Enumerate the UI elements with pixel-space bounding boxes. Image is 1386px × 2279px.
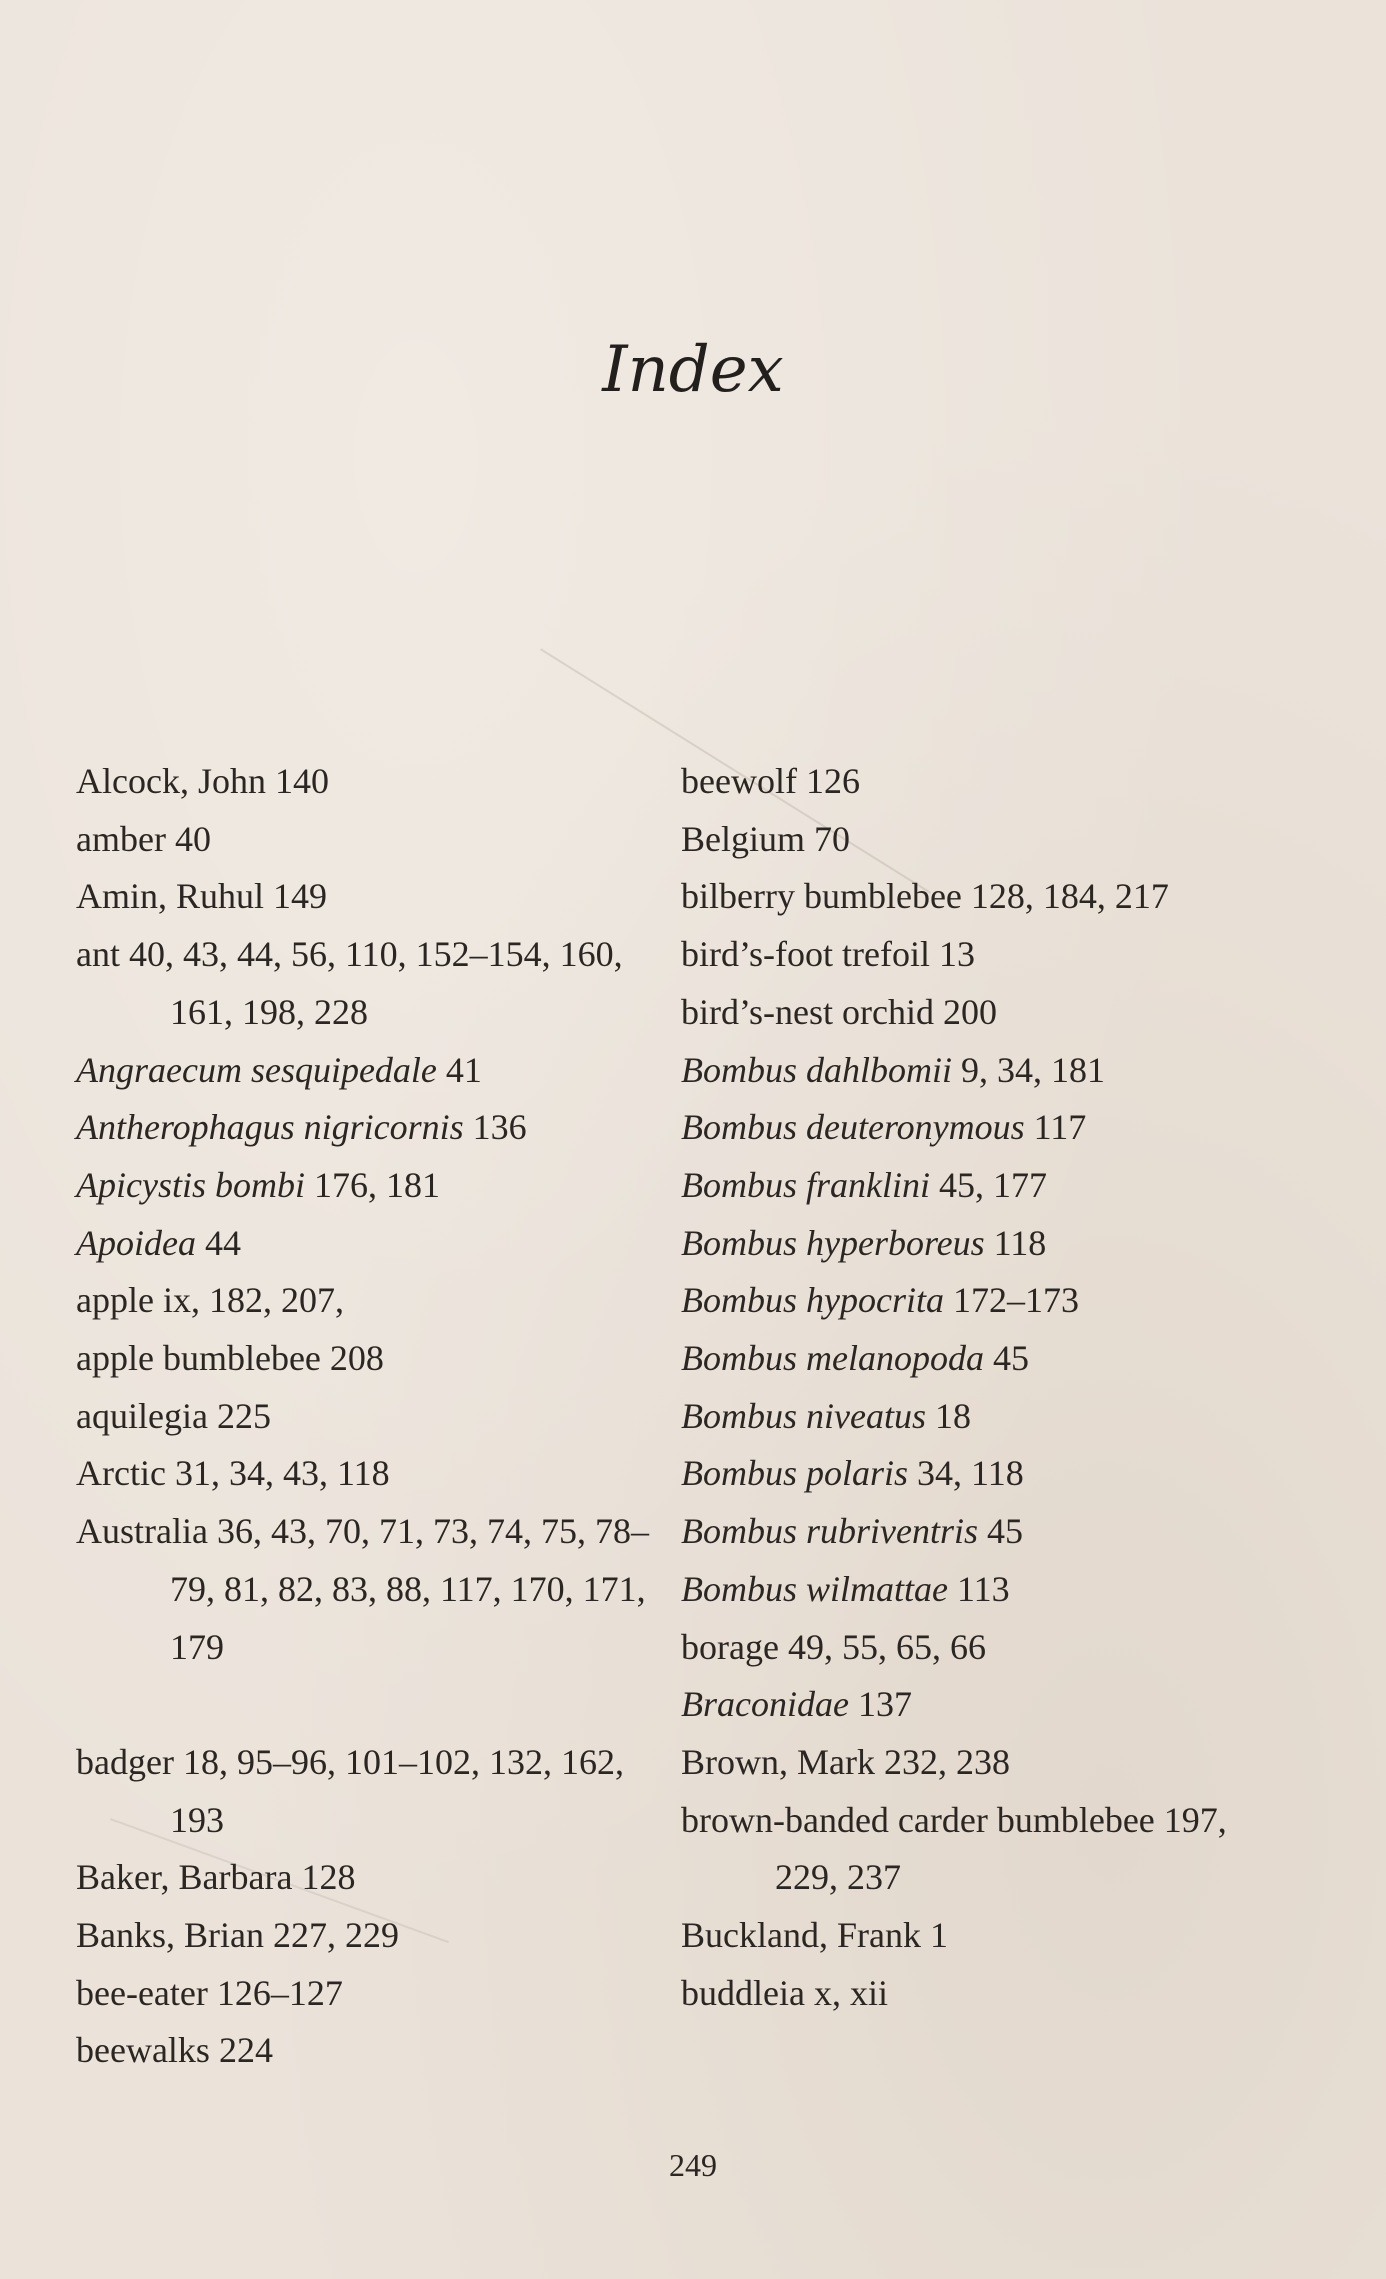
index-column-left <box>76 753 656 2080</box>
index-page-refs: 70 <box>814 818 850 859</box>
page-number: 249 <box>669 2147 717 2183</box>
index-page-refs: 137 <box>857 1684 912 1725</box>
index-entry <box>76 868 656 926</box>
index-page-refs: 18 <box>934 1395 971 1436</box>
index-entry <box>76 1907 656 1965</box>
index-term: Amin, Ruhul <box>76 876 265 917</box>
index-term: Bombus wilmattae <box>681 1568 948 1609</box>
index-page-refs: 200 <box>942 991 997 1032</box>
index-entry <box>681 1792 1261 1907</box>
index-entry <box>681 1272 1261 1330</box>
index-page-refs: 113 <box>957 1568 1010 1609</box>
index-term: brown-banded carder bumblebee <box>681 1799 1155 1840</box>
index-page-refs: x, xii <box>813 1972 888 2013</box>
index-term: Brown, Mark <box>681 1741 875 1782</box>
index-page-refs: 224 <box>218 2030 273 2071</box>
index-page-refs: 13 <box>938 934 975 975</box>
index-entry <box>76 1157 656 1215</box>
index-entry <box>76 1734 656 1849</box>
index-page-refs: 31, 34, 43, 118 <box>174 1453 390 1494</box>
index-entry <box>76 753 656 811</box>
index-page-refs: 18, 95–96, 101–102, 132, 162, 193 <box>170 1741 624 1840</box>
index-term: Apoidea <box>76 1222 196 1263</box>
index-entry <box>76 1503 656 1676</box>
index-entry <box>681 1099 1261 1157</box>
index-term: Antherophagus nigricornis <box>76 1107 464 1148</box>
index-page-refs: 128 <box>301 1857 356 1898</box>
index-page-refs: ix, 182, 207, <box>162 1280 344 1321</box>
index-term: aquilegia <box>76 1395 208 1436</box>
index-term: Bombus rubriventris <box>681 1511 978 1552</box>
index-entry <box>76 926 656 1041</box>
index-term: apple bumblebee <box>76 1338 321 1379</box>
index-term: borage <box>681 1626 779 1667</box>
index-entry <box>681 1330 1261 1388</box>
index-term: Buckland, Frank <box>681 1915 921 1956</box>
index-term: Bombus dahlbomii <box>681 1049 953 1090</box>
index-entry <box>681 1042 1261 1100</box>
index-page-refs: 140 <box>274 761 329 801</box>
index-page-refs: 126–127 <box>216 1972 343 2013</box>
index-term: Braconidae <box>681 1684 849 1725</box>
index-term: Bombus deuteronymous <box>681 1107 1025 1148</box>
index-page-refs: 9, 34, 181 <box>961 1049 1106 1090</box>
index-page-refs: 40 <box>174 818 211 859</box>
index-entry <box>681 1503 1261 1561</box>
index-page-refs: 40, 43, 44, 56, 110, 152–154, 160, 161, 198, 228 <box>128 934 623 1032</box>
index-term: beewalks <box>76 2030 210 2071</box>
index-page-refs: 149 <box>273 876 328 917</box>
index-page-refs: 136 <box>472 1107 527 1148</box>
index-term: Belgium <box>681 818 805 859</box>
index-entry <box>681 753 1261 811</box>
index-term: badger <box>76 1741 174 1782</box>
index-page-refs: 232, 238 <box>883 1741 1010 1782</box>
index-page-refs: 118 <box>993 1222 1047 1263</box>
index-term: Bombus hyperboreus <box>681 1222 985 1263</box>
index-page-refs: 49, 55, 65, 66 <box>787 1626 986 1667</box>
index-entry <box>681 1561 1261 1619</box>
index-term: Banks, Brian <box>76 1915 264 1956</box>
index-column-right <box>681 753 1261 2022</box>
index-page-refs: 45 <box>992 1338 1029 1379</box>
index-entry <box>76 1849 656 1907</box>
index-entry <box>76 2022 656 2080</box>
index-page-refs: 36, 43, 70, 71, 73, 74, 75, 78–79, 81, 82, 83, 88, 117, 170, 171, 179 <box>170 1511 649 1667</box>
index-term: apple <box>76 1280 154 1321</box>
page-title: Index <box>602 333 784 407</box>
index-entry <box>681 1734 1261 1792</box>
index-entry <box>76 1445 656 1503</box>
index-term: Baker, Barbara <box>76 1857 293 1898</box>
index-entry <box>681 1907 1261 1965</box>
index-term: Australia <box>76 1511 208 1552</box>
index-page-refs: 176, 181 <box>313 1164 440 1205</box>
index-page-refs: 117 <box>1033 1107 1087 1148</box>
index-page-refs: 126 <box>805 761 860 801</box>
index-term: Bombus polaris <box>681 1453 909 1494</box>
index-entry <box>681 1619 1261 1677</box>
index-entry <box>681 1676 1261 1734</box>
index-page-refs: 45, 177 <box>939 1164 1047 1205</box>
index-page-refs: 227, 229 <box>272 1915 399 1956</box>
index-page-refs: 45 <box>987 1511 1023 1552</box>
index-entry <box>76 811 656 869</box>
index-page-refs: 128, 184, 217 <box>970 876 1169 917</box>
index-entry <box>76 1330 656 1388</box>
index-entry <box>76 1042 656 1100</box>
index-page-refs: 172–173 <box>952 1280 1079 1321</box>
index-entry <box>681 811 1261 869</box>
index-term: Bombus melanopoda <box>681 1338 984 1379</box>
index-term: beewolf <box>681 761 797 801</box>
index-entry <box>76 1272 656 1330</box>
index-page-refs: 1 <box>929 1915 948 1956</box>
index-page-refs: 208 <box>329 1338 384 1379</box>
index-entry <box>681 984 1261 1042</box>
index-term: Bombus franklini <box>681 1164 930 1205</box>
index-term: Apicystis bombi <box>76 1164 305 1205</box>
index-entry <box>76 1215 656 1273</box>
index-term: Bombus niveatus <box>681 1395 926 1436</box>
index-entry <box>76 1099 656 1157</box>
index-term: buddleia <box>681 1972 805 2013</box>
index-entry <box>681 868 1261 926</box>
index-term: bird’s-nest orchid <box>681 991 934 1032</box>
index-entry <box>681 926 1261 984</box>
index-entry <box>681 1157 1261 1215</box>
index-entry <box>76 1388 656 1446</box>
index-term: Arctic <box>76 1453 166 1494</box>
index-term: amber <box>76 818 166 859</box>
index-term: ant <box>76 934 120 975</box>
index-page-refs: 41 <box>445 1049 482 1090</box>
index-term: Bombus hypocrita <box>681 1280 944 1321</box>
index-term: Alcock, John <box>76 761 266 801</box>
index-page-refs: 34, 118 <box>917 1453 1024 1494</box>
index-entry <box>681 1445 1261 1503</box>
index-entry <box>681 1965 1261 2023</box>
index-entry <box>681 1215 1261 1273</box>
index-entry <box>76 1965 656 2023</box>
index-term: bird’s-foot trefoil <box>681 934 930 975</box>
index-term: bee-eater <box>76 1972 208 2013</box>
index-entry <box>681 1388 1261 1446</box>
index-page-refs: 225 <box>216 1395 271 1436</box>
index-term: Angraecum sesquipedale <box>76 1049 437 1090</box>
index-term: bilberry bumblebee <box>681 876 962 917</box>
index-page-refs: 197, 229, 237 <box>775 1799 1227 1898</box>
index-page-refs: 44 <box>204 1222 241 1263</box>
